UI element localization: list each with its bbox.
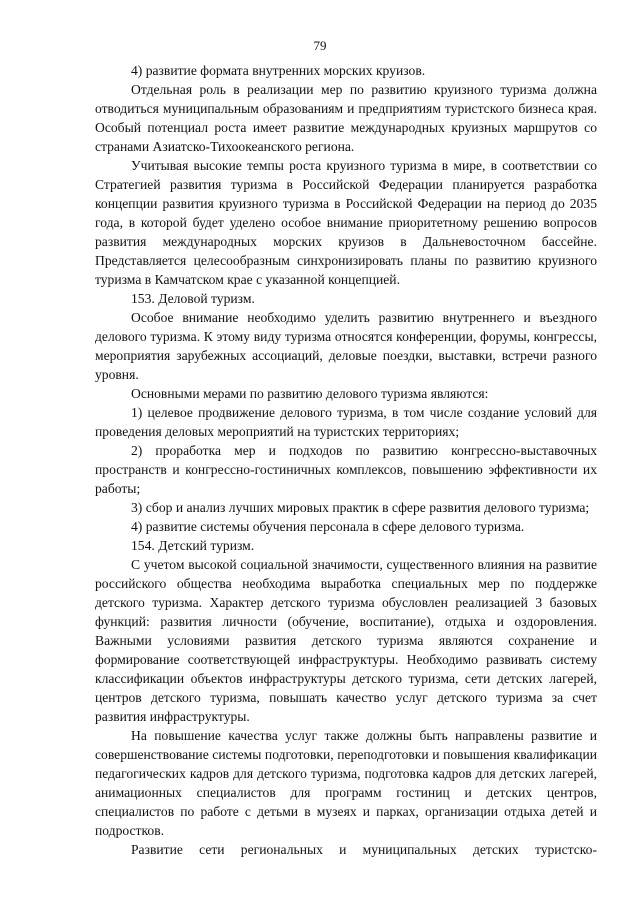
document-body (95, 61, 597, 859)
paragraph-3: Учитывая высокие темпы роста круизного туризма в мире, в соответствии со Стратегией развития туризма в Российской Федерации планируется разработка концепции развития круизного туризма в Российской Федерации на период до 2035 года, в которой будет уделено особое внимание приоритетному решению вопросов развития международных морских круизов в Дальневосточном бассейне. Представляется целесообразным синхронизировать планы по развитию круизного туризма в Камчатском крае с указанной концепцией. (95, 158, 597, 287)
paragraph-1: 4) развитие формата внутренних морских круизов. (131, 63, 426, 78)
paragraph-2: Отдельная роль в реализации мер по развитию круизного туризма должна отводиться муниципальным образованиям и предприятиям туристского бизнеса края. Особый потенциал роста имеет развитие международных круизных маршрутов со странами Азиатско-Тихоокеанского региона. (95, 82, 597, 154)
section-heading-154: 154. Детский туризм. (131, 538, 255, 553)
paragraph-14: Развитие сети региональных и муниципальных детских туристско- (131, 842, 597, 857)
page-number: 79 (313, 38, 327, 53)
section-heading-153: 153. Деловой туризм. (131, 291, 255, 306)
paragraph-6: Основными мерами по развитию делового туризма являются: (131, 386, 489, 401)
list-item-1: 1) целевое продвижение делового туризма, в том числе создание условий для проведения деловых мероприятий на туристских территориях; (95, 405, 597, 439)
list-item-2: 2) проработка мер и подходов по развитию конгрессно-выставочных пространств и конгрессно-гостиничных комплексов, повышению эффективности их работы; (95, 443, 597, 496)
paragraph-13: На повышение качества услуг также должны быть направлены развитие и совершенствование системы подготовки, переподготовки и повышения квалификации педагогических кадров для детского туризма, подготовка кадров для детских лагерей, анимационных специалистов для программ гостиниц и детских центров, специалистов по работе с детьми в музеях и парках, организации отдыха детей и подростков. (95, 728, 597, 838)
paragraph-5: Особое внимание необходимо уделить развитию внутреннего и въездного делового туризма. К этому виду туризма относятся конференции, форумы, конгрессы, мероприятия зарубежных ассоциаций, деловые поездки, выставки, встречи разного уровня. (95, 310, 597, 382)
list-item-3: 3) сбор и анализ лучших мировых практик в сфере развития делового туризма; (131, 500, 590, 515)
paragraph-12: С учетом высокой социальной значимости, существенного влияния на развитие российского общества необходима выработка специальных мер по поддержке детского туризма. Характер детского туризма обусловлен реализацией 3 базовых функций: развития личности (обучение, воспитание), отдыха и оздоровления. Важными условиями развития детского туризма являются сохранение и формирование соответствующей инфраструктуры. Необходимо развивать систему классификации объектов инфраструктуры детского туризма, сети детских лагерей, центров детского туризма, повышать качество услуг детского туризма за счет развития инфраструктуры. (95, 557, 597, 724)
list-item-4: 4) развитие системы обучения персонала в сфере делового туризма. (131, 519, 525, 534)
